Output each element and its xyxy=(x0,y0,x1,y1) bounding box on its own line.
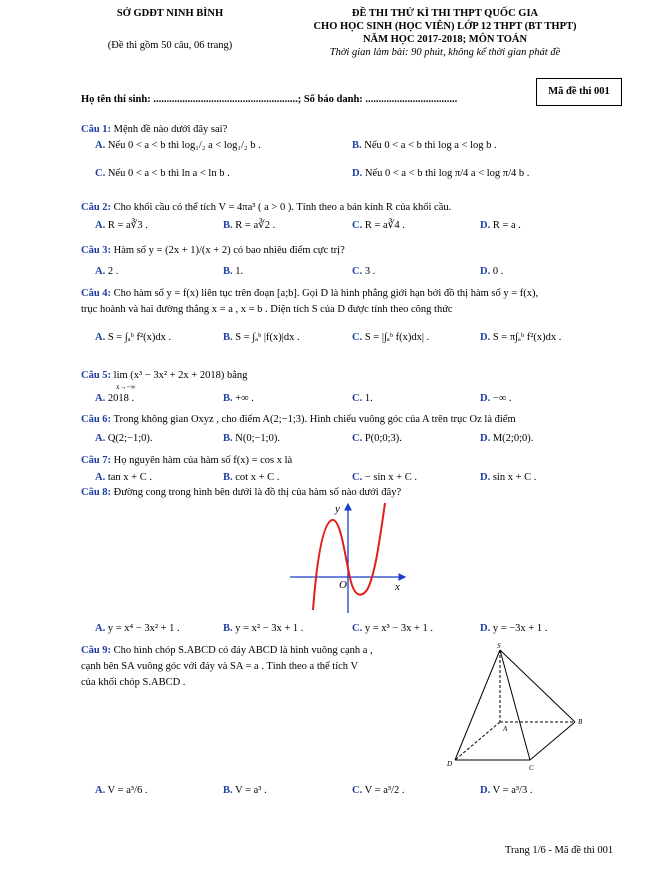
question-9 xyxy=(81,645,373,658)
option: C. S = |∫ₐᵇ f(x)dx| . xyxy=(352,332,430,343)
option: D. sin x + C . xyxy=(480,472,537,483)
option: C. R = a∛4 . xyxy=(352,220,405,231)
origin-label: O xyxy=(339,579,347,591)
question-7 xyxy=(81,455,292,468)
page-count-note: (Đề thi gồm 50 câu, 06 trang) xyxy=(107,40,233,51)
question-1 xyxy=(81,124,227,137)
option: C. 3 . xyxy=(352,266,376,277)
exam-code: Mã đề thi 001 xyxy=(548,86,610,97)
option: C. P(0;0;3). xyxy=(352,433,402,444)
question-text: Đường cong trong hình bên dưới là đồ thị của hàm số nào dưới đây? xyxy=(113,487,402,498)
option: B. +∞ . xyxy=(223,393,254,404)
option: A. 2018 . xyxy=(95,393,135,404)
option: B. S = ∫ₐᵇ |f(x)|dx . xyxy=(223,332,300,343)
org-name: SỞ GDĐT NINH BÌNH xyxy=(116,8,224,19)
question-4 xyxy=(81,288,538,301)
option: A. tan x + C . xyxy=(95,472,152,483)
cubic-curve xyxy=(313,503,385,610)
question-text-cont: của khối chóp S.ABCD . xyxy=(81,677,186,688)
question-label: Câu 6: xyxy=(81,414,112,425)
question-text: Cho hàm số y = f(x) liên tục trên đoạn [a;b]. Gọi D là hình phẳng giới hạn bởi đồ thị hàm số y = f(x), xyxy=(113,288,539,299)
option: C. 1. xyxy=(352,393,373,404)
question-text: Cho khối cầu có thể tích V = 4πa³ ( a > 0 ). Tính theo a bán kính R của khối cầu. xyxy=(113,202,452,213)
option: D. M(2;0;0). xyxy=(480,433,534,444)
vertex-b: B xyxy=(578,718,583,726)
option: C. Nếu 0 < a < b thì ln a < ln b . xyxy=(95,168,230,179)
option: A. S = ∫ₐᵇ f²(x)dx . xyxy=(95,332,172,343)
option: B. N(0;−1;0). xyxy=(223,433,280,444)
option: A. R = a∛3 . xyxy=(95,220,148,231)
option: B. cot x + C . xyxy=(223,472,280,483)
option: B. R = a∛2 . xyxy=(223,220,276,231)
question-2 xyxy=(81,202,451,215)
question-label: Câu 4: xyxy=(81,288,112,299)
question-6 xyxy=(81,414,516,427)
option: A. Q(2;−1;0). xyxy=(95,433,153,444)
option: D. −∞ . xyxy=(480,393,512,404)
option: C. V = a³/2 . xyxy=(352,785,405,796)
option: A. 2 . xyxy=(95,266,119,277)
question-label: Câu 8: xyxy=(81,487,112,498)
cubic-graph xyxy=(285,498,415,618)
option: C. − sin x + C . xyxy=(352,472,417,483)
question-text: Họ nguyên hàm của hàm số f(x) = cos x là xyxy=(113,455,293,466)
option: D. R = a . xyxy=(480,220,521,231)
y-axis-label: y xyxy=(335,503,340,515)
question-label: Câu 2: xyxy=(81,202,112,213)
question-3 xyxy=(81,245,345,258)
question-text-cont: trục hoành và hai đường thẳng x = a , x = b . Diện tích S của D được tính theo công thức xyxy=(81,304,453,315)
option: D. Nếu 0 < a < b thì log π/4 a < log π/4 b . xyxy=(352,168,530,179)
question-text: Trong không gian Oxyz , cho điểm A(2;−1;3). Hình chiếu vuông góc của A trên trục Oz là điểm xyxy=(113,414,516,425)
option: D. V = a³/3 . xyxy=(480,785,533,796)
option: A. Nếu 0 < a < b thì log₁/₂ a < log₁/₂ b . xyxy=(95,140,261,151)
question-text: Cho hình chóp S.ABCD có đáy ABCD là hình vuông cạnh a , xyxy=(113,645,373,656)
option: B. Nếu 0 < a < b thì log a < log b . xyxy=(352,140,497,151)
option: D. y = −3x + 1 . xyxy=(480,623,548,634)
option: A. y = x⁴ − 3x² + 1 . xyxy=(95,623,180,634)
question-text: Hàm số y = (2x + 1)/(x + 2) có bao nhiêu điểm cực trị? xyxy=(113,245,345,256)
question-label: Câu 9: xyxy=(81,645,112,656)
option: B. V = a³ . xyxy=(223,785,267,796)
option: B. 1. xyxy=(223,266,244,277)
exam-subtitle: CHO HỌC SINH (HỌC VIÊN) LỚP 12 THPT (BT THPT) xyxy=(313,21,577,32)
vertex-c: C xyxy=(529,764,534,772)
question-text-cont: cạnh bên SA vuông góc với đáy và SA = a . Tính theo a thể tích V xyxy=(81,661,359,672)
exam-code-box xyxy=(536,78,622,106)
option: D. 0 . xyxy=(480,266,504,277)
exam-year-subject: NĂM HỌC 2017-2018; MÔN TOÁN xyxy=(362,34,528,45)
pyramid-diagram xyxy=(440,640,600,775)
option: A. V = a³/6 . xyxy=(95,785,148,796)
question-text: Mệnh đề nào dưới đây sai? xyxy=(113,124,228,135)
vertex-s: S xyxy=(497,642,501,650)
question-label: Câu 1: xyxy=(81,124,112,135)
option: B. y = x² − 3x + 1 . xyxy=(223,623,304,634)
option: D. S = π∫ₐᵇ f²(x)dx . xyxy=(480,332,562,343)
question-label: Câu 5: xyxy=(81,370,112,381)
exam-title: ĐỀ THI THỬ KÌ THI THPT QUỐC GIA xyxy=(351,8,539,19)
student-info-line: Họ tên thí sinh: .......................................................; Số báo danh: ................................... xyxy=(81,94,458,105)
vertex-a: A xyxy=(503,725,508,733)
vertex-d: D xyxy=(447,760,453,768)
page-footer: Trang 1/6 - Mã đề thi 001 xyxy=(505,845,614,856)
question-label: Câu 3: xyxy=(81,245,112,256)
limit-subscript: x→−∞ xyxy=(116,383,136,391)
x-axis-label: x xyxy=(395,581,400,593)
time-note: Thời gian làm bài: 90 phút, không kể thời gian phát đề xyxy=(329,47,561,58)
option: C. y = x³ − 3x + 1 . xyxy=(352,623,434,634)
question-5 xyxy=(81,370,247,383)
question-label: Câu 7: xyxy=(81,455,112,466)
question-text: lim (x³ − 3x² + 2x + 2018) bằng xyxy=(113,370,248,381)
